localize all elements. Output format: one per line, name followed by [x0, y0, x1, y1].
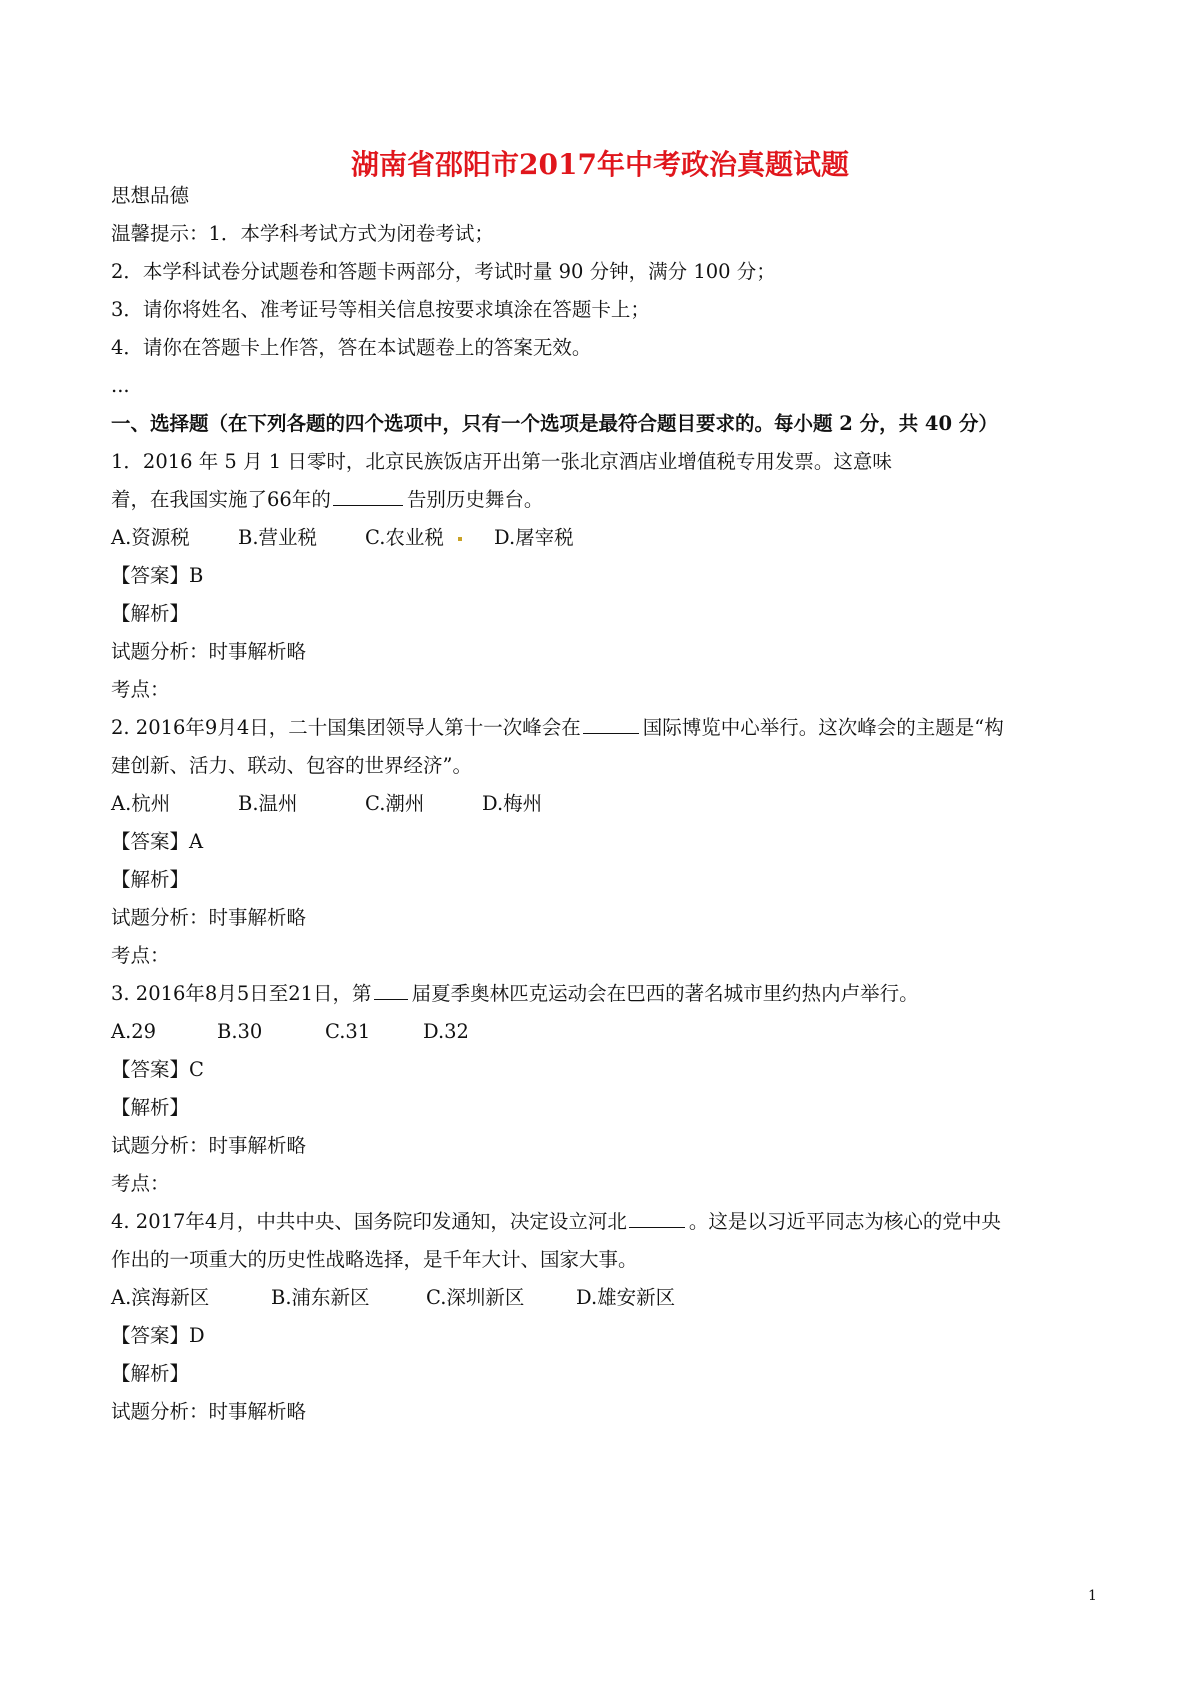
question-1-analysis-label: 【解析】: [111, 602, 190, 625]
question-3-kaodian: 考点：: [111, 1172, 170, 1195]
question-2-line-1: [111, 715, 1004, 741]
question-4-line-1: [111, 1209, 1001, 1235]
question-2-answer: [111, 829, 203, 855]
question-3-options: [111, 1019, 469, 1045]
answer-value: D: [189, 1324, 205, 1347]
question-4-options: [111, 1285, 675, 1311]
question-1-text-post: 告别历史舞台。: [406, 488, 544, 511]
option-b: B.营业税: [238, 526, 318, 549]
question-4-analysis-text: 试题分析：时事解析略: [111, 1400, 307, 1423]
fill-blank: [374, 981, 408, 1000]
answer-label: 【答案】: [111, 1058, 190, 1081]
answer-label: 【答案】: [111, 564, 190, 587]
question-4-answer: [111, 1323, 205, 1349]
option-a: A.滨海新区: [111, 1286, 210, 1309]
question-3-analysis-text: 试题分析：时事解析略: [111, 1134, 307, 1157]
question-4-text-pre: 4. 2017年4月，中共中央、国务院印发通知，决定设立河北: [111, 1210, 627, 1233]
stray-dot: [458, 525, 494, 551]
page-number: 1: [1088, 1588, 1097, 1604]
option-b: B.30: [217, 1020, 263, 1043]
answer-value: B: [189, 564, 204, 587]
notice-line-2: 2．本学科试卷分试题卷和答题卡两部分，考试时量 90 分钟，满分 100 分；: [111, 260, 776, 283]
option-d: D.屠宰税: [494, 526, 574, 549]
option-a: A.29: [111, 1020, 157, 1043]
question-3-answer: [111, 1057, 204, 1083]
fill-blank: [629, 1209, 685, 1228]
question-2-kaodian: 考点：: [111, 944, 170, 967]
question-2-analysis-text: 试题分析：时事解析略: [111, 906, 307, 929]
question-2-line-2: 建创新、活力、联动、包容的世界经济”。: [111, 754, 472, 777]
option-a: A.杭州: [111, 792, 171, 815]
question-3-text-post: 届夏季奥林匹克运动会在巴西的著名城市里约热内卢举行。: [411, 982, 919, 1005]
question-1-analysis-text: 试题分析：时事解析略: [111, 640, 307, 663]
section-heading: 一、选择题（在下列各题的四个选项中，只有一个选项是最符合题目要求的。每小题 2 分，共 40 分）: [111, 412, 998, 435]
notice-line-4: 4．请你在答题卡上作答，答在本试题卷上的答案无效。: [111, 336, 592, 359]
option-d: D.梅州: [482, 792, 543, 815]
notice-line-1: 温馨提示：1．本学科考试方式为闭卷考试；: [111, 222, 494, 245]
document-title: 湖南省邵阳市2017年中考政治真题试题: [351, 148, 849, 181]
question-3-text-pre: 3. 2016年8月5日至21日，第: [111, 982, 372, 1005]
question-1-text-pre: 着，在我国实施了66年的: [111, 488, 331, 511]
option-c: C.农业税: [365, 526, 444, 549]
question-2-analysis-label: 【解析】: [111, 868, 190, 891]
question-4-analysis-label: 【解析】: [111, 1362, 190, 1385]
question-1-answer: [111, 563, 203, 589]
question-2-options: [111, 791, 542, 817]
option-a: A.资源税: [111, 526, 190, 549]
answer-value: C: [189, 1058, 204, 1081]
option-d: D.雄安新区: [576, 1286, 676, 1309]
question-3-line-1: [111, 981, 919, 1007]
question-2-text-pre: 2. 2016年9月4日，二十国集团领导人第十一次峰会在: [111, 716, 581, 739]
stray-dot-mark: [458, 537, 462, 541]
fill-blank: [333, 487, 403, 506]
answer-value: A: [189, 830, 204, 853]
question-3-analysis-label: 【解析】: [111, 1096, 190, 1119]
option-b: B.浦东新区: [271, 1286, 370, 1309]
question-1-line-1: 1．2016 年 5 月 1 日零时，北京民族饭店开出第一张北京酒店业增值税专用发票。这意味: [111, 450, 892, 473]
fill-blank: [583, 715, 639, 734]
option-c: C.深圳新区: [426, 1286, 525, 1309]
answer-label: 【答案】: [111, 1324, 190, 1347]
question-1-options: [111, 525, 574, 551]
notice-line-3: 3．请你将姓名、准考证号等相关信息按要求填涂在答题卡上；: [111, 298, 650, 321]
option-d: D.32: [423, 1020, 469, 1043]
question-4-text-post: 。这是以习近平同志为核心的党中央: [688, 1210, 1001, 1233]
option-c: C.潮州: [365, 792, 425, 815]
question-1-kaodian: 考点：: [111, 678, 170, 701]
question-2-text-post: 国际博览中心举行。这次峰会的主题是“构: [642, 716, 1004, 739]
ellipsis: ...: [111, 374, 130, 397]
question-1-line-2: [111, 487, 543, 513]
subject-label: 思想品德: [111, 184, 190, 207]
question-4-line-2: 作出的一项重大的历史性战略选择，是千年大计、国家大事。: [111, 1248, 638, 1271]
answer-label: 【答案】: [111, 830, 190, 853]
option-c: C.31: [325, 1020, 371, 1043]
option-b: B.温州: [238, 792, 298, 815]
